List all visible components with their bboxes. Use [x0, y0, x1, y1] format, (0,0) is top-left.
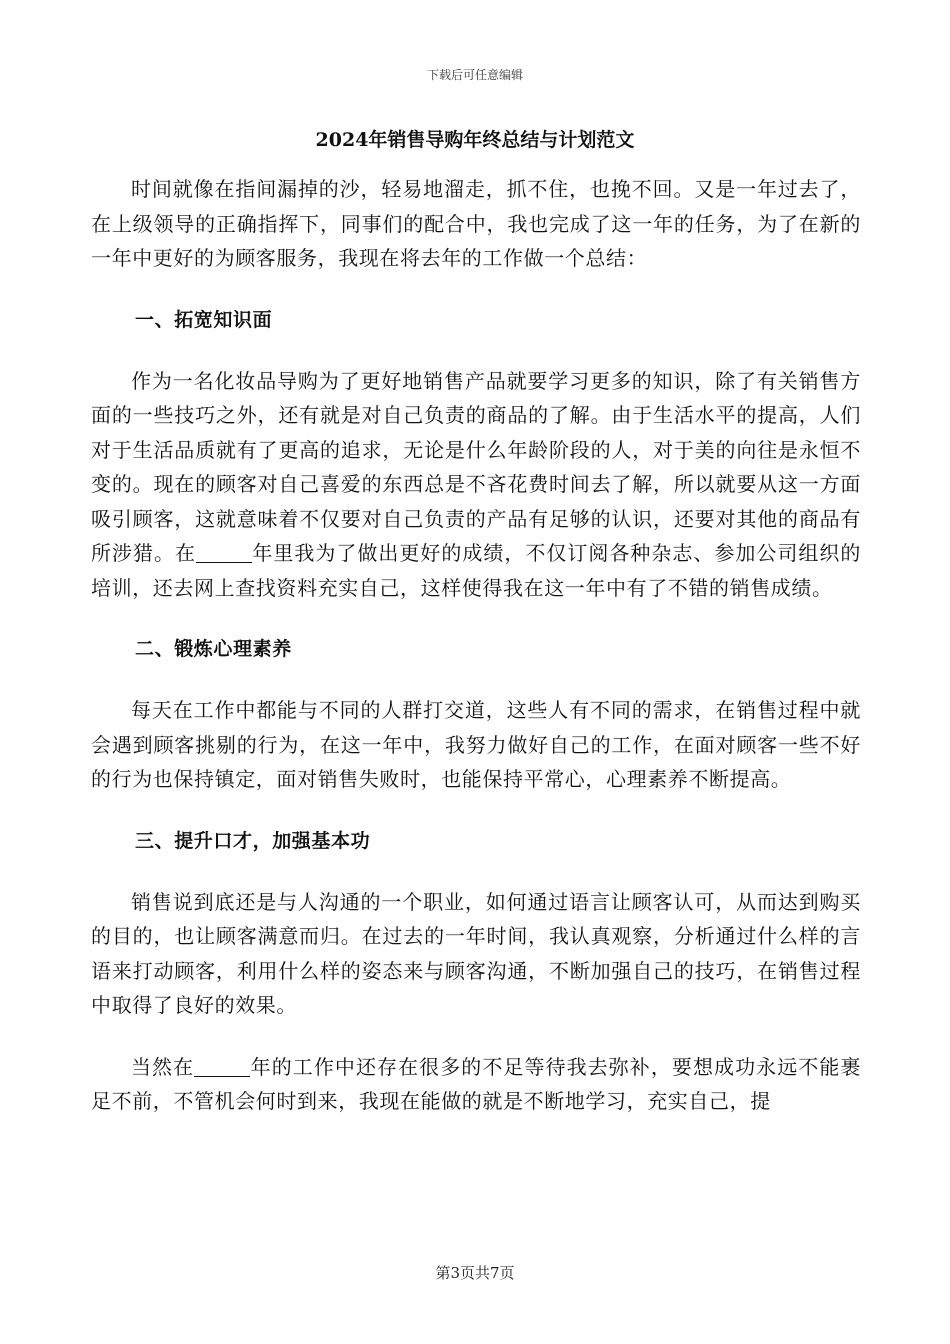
fill-in-blank [196, 542, 252, 563]
section-paragraph-psychology: 每天在工作中都能与不同的人群打交道，这些人有不同的需求，在销售过程中就会遇到顾客挑剔的行为，在这一年中，我努力做好自己的工作，在面对顾客一些不好的行为也保持镇定，面对销售失败时，也能保持平常心，心理素养不断提高。 [91, 698, 861, 791]
fill-in-blank [194, 1056, 250, 1077]
closing-part-a: 当然在 [131, 1054, 195, 1079]
intro-paragraph: 时间就像在指间漏掉的沙，轻易地溜走，抓不住，也挽不回。又是一年过去了，在上级领导的正确指挥下，同事们的配合中，我也完成了这一年的任务，为了在新的一年中更好的为顾客服务，我现在将去年的工作做一个总结： [91, 177, 861, 270]
section-heading-knowledge: 一、拓宽知识面 [135, 308, 273, 331]
header-note: 下载后可任意编辑 [426, 68, 523, 82]
section-heading-eloquence: 三、提升口才，加强基本功 [135, 829, 371, 852]
section-paragraph-knowledge-part-b: 年里我为了做出更好的成绩，不仅订阅各种杂志、参加公司组织的培训，还去网上查找资料充实自己，这样使得我在这一年中有了不错的销售成绩。 [91, 541, 861, 600]
document-body [91, 172, 861, 1119]
page-number-footer: 第3页共7页 [435, 1264, 515, 1282]
document-title: 2024年销售导购年终总结与计划范文 [315, 129, 635, 151]
section-heading-psychology: 二、锻炼心理素养 [135, 638, 292, 660]
section-paragraph-knowledge [91, 364, 861, 606]
section-paragraph-eloquence: 销售说到底还是与人沟通的一个职业，如何通过语言让顾客认可，从而达到购买的目的，也让顾客满意而归。在过去的一年时间，我认真观察，分析通过什么样的言语来打动顾客，利用什么样的姿态来与顾客沟通，不断加强自己的技巧，在销售过程中取得了良好的效果。 [91, 889, 861, 1017]
closing-part-b: 年的工作中还存在很多的不足等待我去弥补，要想成功永远不能裹足不前，不管机会何时到来，我现在能做的就是不断地学习，充实自己，提 [91, 1054, 861, 1113]
section-paragraph-knowledge-part-a: 作为一名化妆品导购为了更好地销售产品就要学习更多的知识，除了有关销售方面的一些技巧之外，还有就是对自己负责的商品的了解。由于生活水平的提高，人们对于生活品质就有了更高的追求，无论是什么年龄阶段的人，对于美的向往是永恒不变的。现在的顾客对自己喜爱的东西总是不吝花费时间去了解，所以就要从这一方面吸引顾客，这就意味着不仅要对自己负责的产品有足够的认识，还要对其他的商品有所涉猎。在 [91, 368, 861, 565]
closing-paragraph [91, 1050, 861, 1119]
